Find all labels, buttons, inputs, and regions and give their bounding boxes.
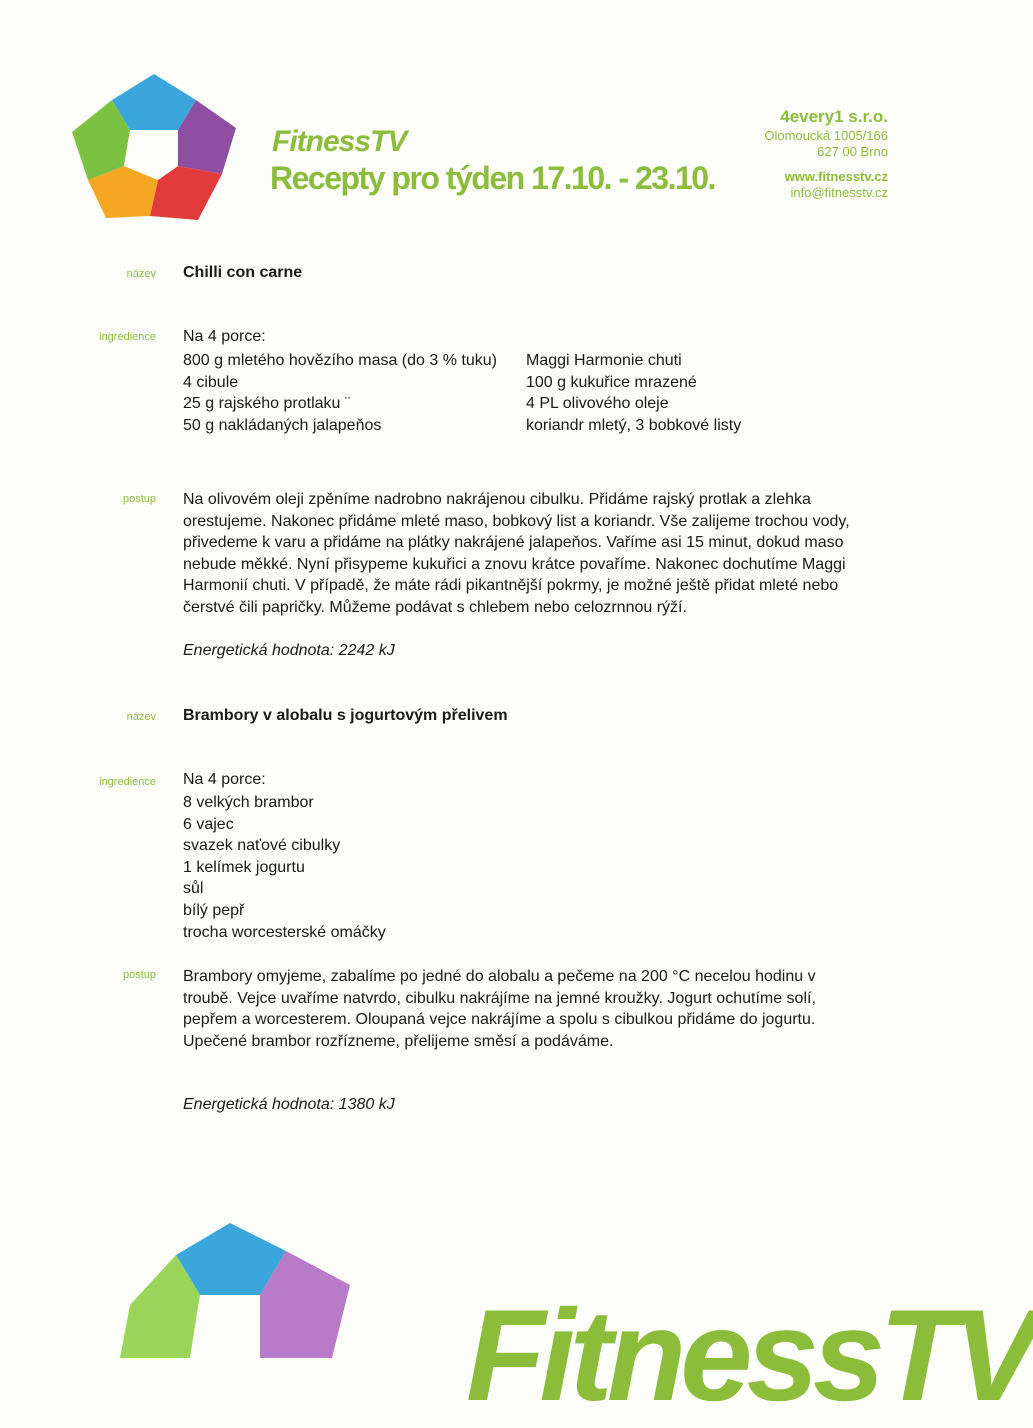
recipe2-energy: Energetická hodnota: 1380 kJ bbox=[183, 1096, 395, 1113]
ingredient-item: koriandr mletý, 3 bobkové listy bbox=[526, 416, 742, 434]
ingredient-item: 4 cibule bbox=[183, 373, 239, 391]
ingredient-item: Maggi Harmonie chuti bbox=[526, 352, 682, 369]
method-line: čerstvé čili papričky. Můžeme podávat s chlebem nebo celozrnnou rýží. bbox=[183, 598, 687, 616]
recipe1-ingredients-right bbox=[526, 350, 741, 436]
method-line: Upečené brambor rozřízneme, přelijeme směsí a podáváme. bbox=[183, 1032, 614, 1050]
ingredient-item: 8 velkých brambor bbox=[183, 794, 314, 811]
method-line: přivedeme k varu a přidáme na plátky nakrájené jalapeňos. Vaříme asi 15 minut, dokud maso bbox=[183, 534, 844, 552]
page-title: Recepty pro týden 17.10. - 23.10. bbox=[270, 160, 715, 196]
ingredient-item: trocha worcesterské omáčky bbox=[183, 923, 386, 941]
ingredient-item: svazek naťové cibulky bbox=[183, 837, 341, 855]
ingredient-item: 1 kelímek jogurtu bbox=[183, 858, 305, 876]
method-line: pepřem a worcesterem. Oloupaná vejce nakrájíme a spolu s cibulkou přidáme do jogurtu. bbox=[183, 1011, 816, 1029]
ingredient-item: 6 vajec bbox=[183, 815, 234, 833]
method-line: Na olivovém oleji zpěníme nadrobno nakrájenou cibulku. Přidáme rajský protlak a zlehka bbox=[183, 491, 811, 508]
company-street: Olomoucká 1005/166 bbox=[764, 128, 888, 143]
method-line: Brambory omyjeme, zabalíme po jedné do alobalu a pečeme na 200 °C necelou hodinu v bbox=[183, 968, 816, 985]
ingredient-item: 100 g kukuřice mrazené bbox=[526, 373, 697, 391]
recipe2-portions: Na 4 porce: bbox=[183, 771, 266, 788]
ingredient-item: sůl bbox=[183, 880, 204, 898]
footer-brand: FitnessTV bbox=[466, 1282, 1033, 1428]
footer-logo-icon bbox=[110, 1215, 360, 1358]
ingredient-item: 4 PL olivového oleje bbox=[526, 395, 669, 413]
company-city: 627 00 Brno bbox=[817, 144, 888, 159]
recipe1-energy: Energetická hodnota: 2242 kJ bbox=[183, 642, 395, 659]
method-line: nebude měkké. Nyní přisypeme kukuřici a znovu krátce povaříme. Nakonec dochutíme Maggi bbox=[183, 555, 846, 573]
label-method: postup bbox=[122, 969, 156, 981]
label-name: název bbox=[126, 268, 156, 280]
method-line: troubě. Vejce uvaříme natvrdo, cibulku nakrájíme na jemné kroužky. Jogurt ochutíme solí, bbox=[183, 989, 816, 1007]
company-info bbox=[764, 106, 888, 201]
recipe1-ingredients-left bbox=[183, 350, 497, 436]
label-name: název bbox=[126, 711, 156, 723]
ingredient-item: 25 g rajského protlaku ¨ bbox=[183, 395, 351, 413]
recipe1-title: Chilli con carne bbox=[183, 264, 303, 281]
ingredient-item: bílý pepř bbox=[183, 901, 245, 919]
method-line: orestujeme. Nakonec přidáme mleté maso, bobkový list a koriandr. Vše zalijeme trochou vody, bbox=[183, 512, 850, 530]
method-line: Harmonií chuti. V případě, že máte rádi pikantnější pokrmy, je možné ještě přidat mleté nebo bbox=[183, 577, 839, 595]
company-name: 4every1 s.r.o. bbox=[780, 107, 888, 126]
company-email-link[interactable]: info@fitnesstv.cz bbox=[790, 185, 888, 200]
recipe2-title: Brambory v alobalu s jogurtovým přelivem bbox=[183, 707, 508, 724]
ingredient-item: 800 g mletého hovězího masa (do 3 % tuku) bbox=[183, 352, 497, 369]
label-ingredients: ingredience bbox=[99, 776, 156, 788]
company-web-link[interactable]: www.fitnesstv.cz bbox=[784, 169, 888, 184]
recipe1-method bbox=[183, 489, 850, 619]
recipe2-ingredients bbox=[183, 792, 386, 943]
label-ingredients: ingredience bbox=[99, 331, 156, 343]
brand-name: FitnessTV bbox=[272, 125, 407, 158]
recipe1-portions: Na 4 porce: bbox=[183, 328, 266, 345]
ingredient-item: 50 g nakládaných jalapeňos bbox=[183, 416, 382, 434]
label-method: postup bbox=[122, 493, 156, 505]
fitness-tv-logo-icon bbox=[66, 70, 242, 224]
recipe2-method bbox=[183, 966, 816, 1052]
